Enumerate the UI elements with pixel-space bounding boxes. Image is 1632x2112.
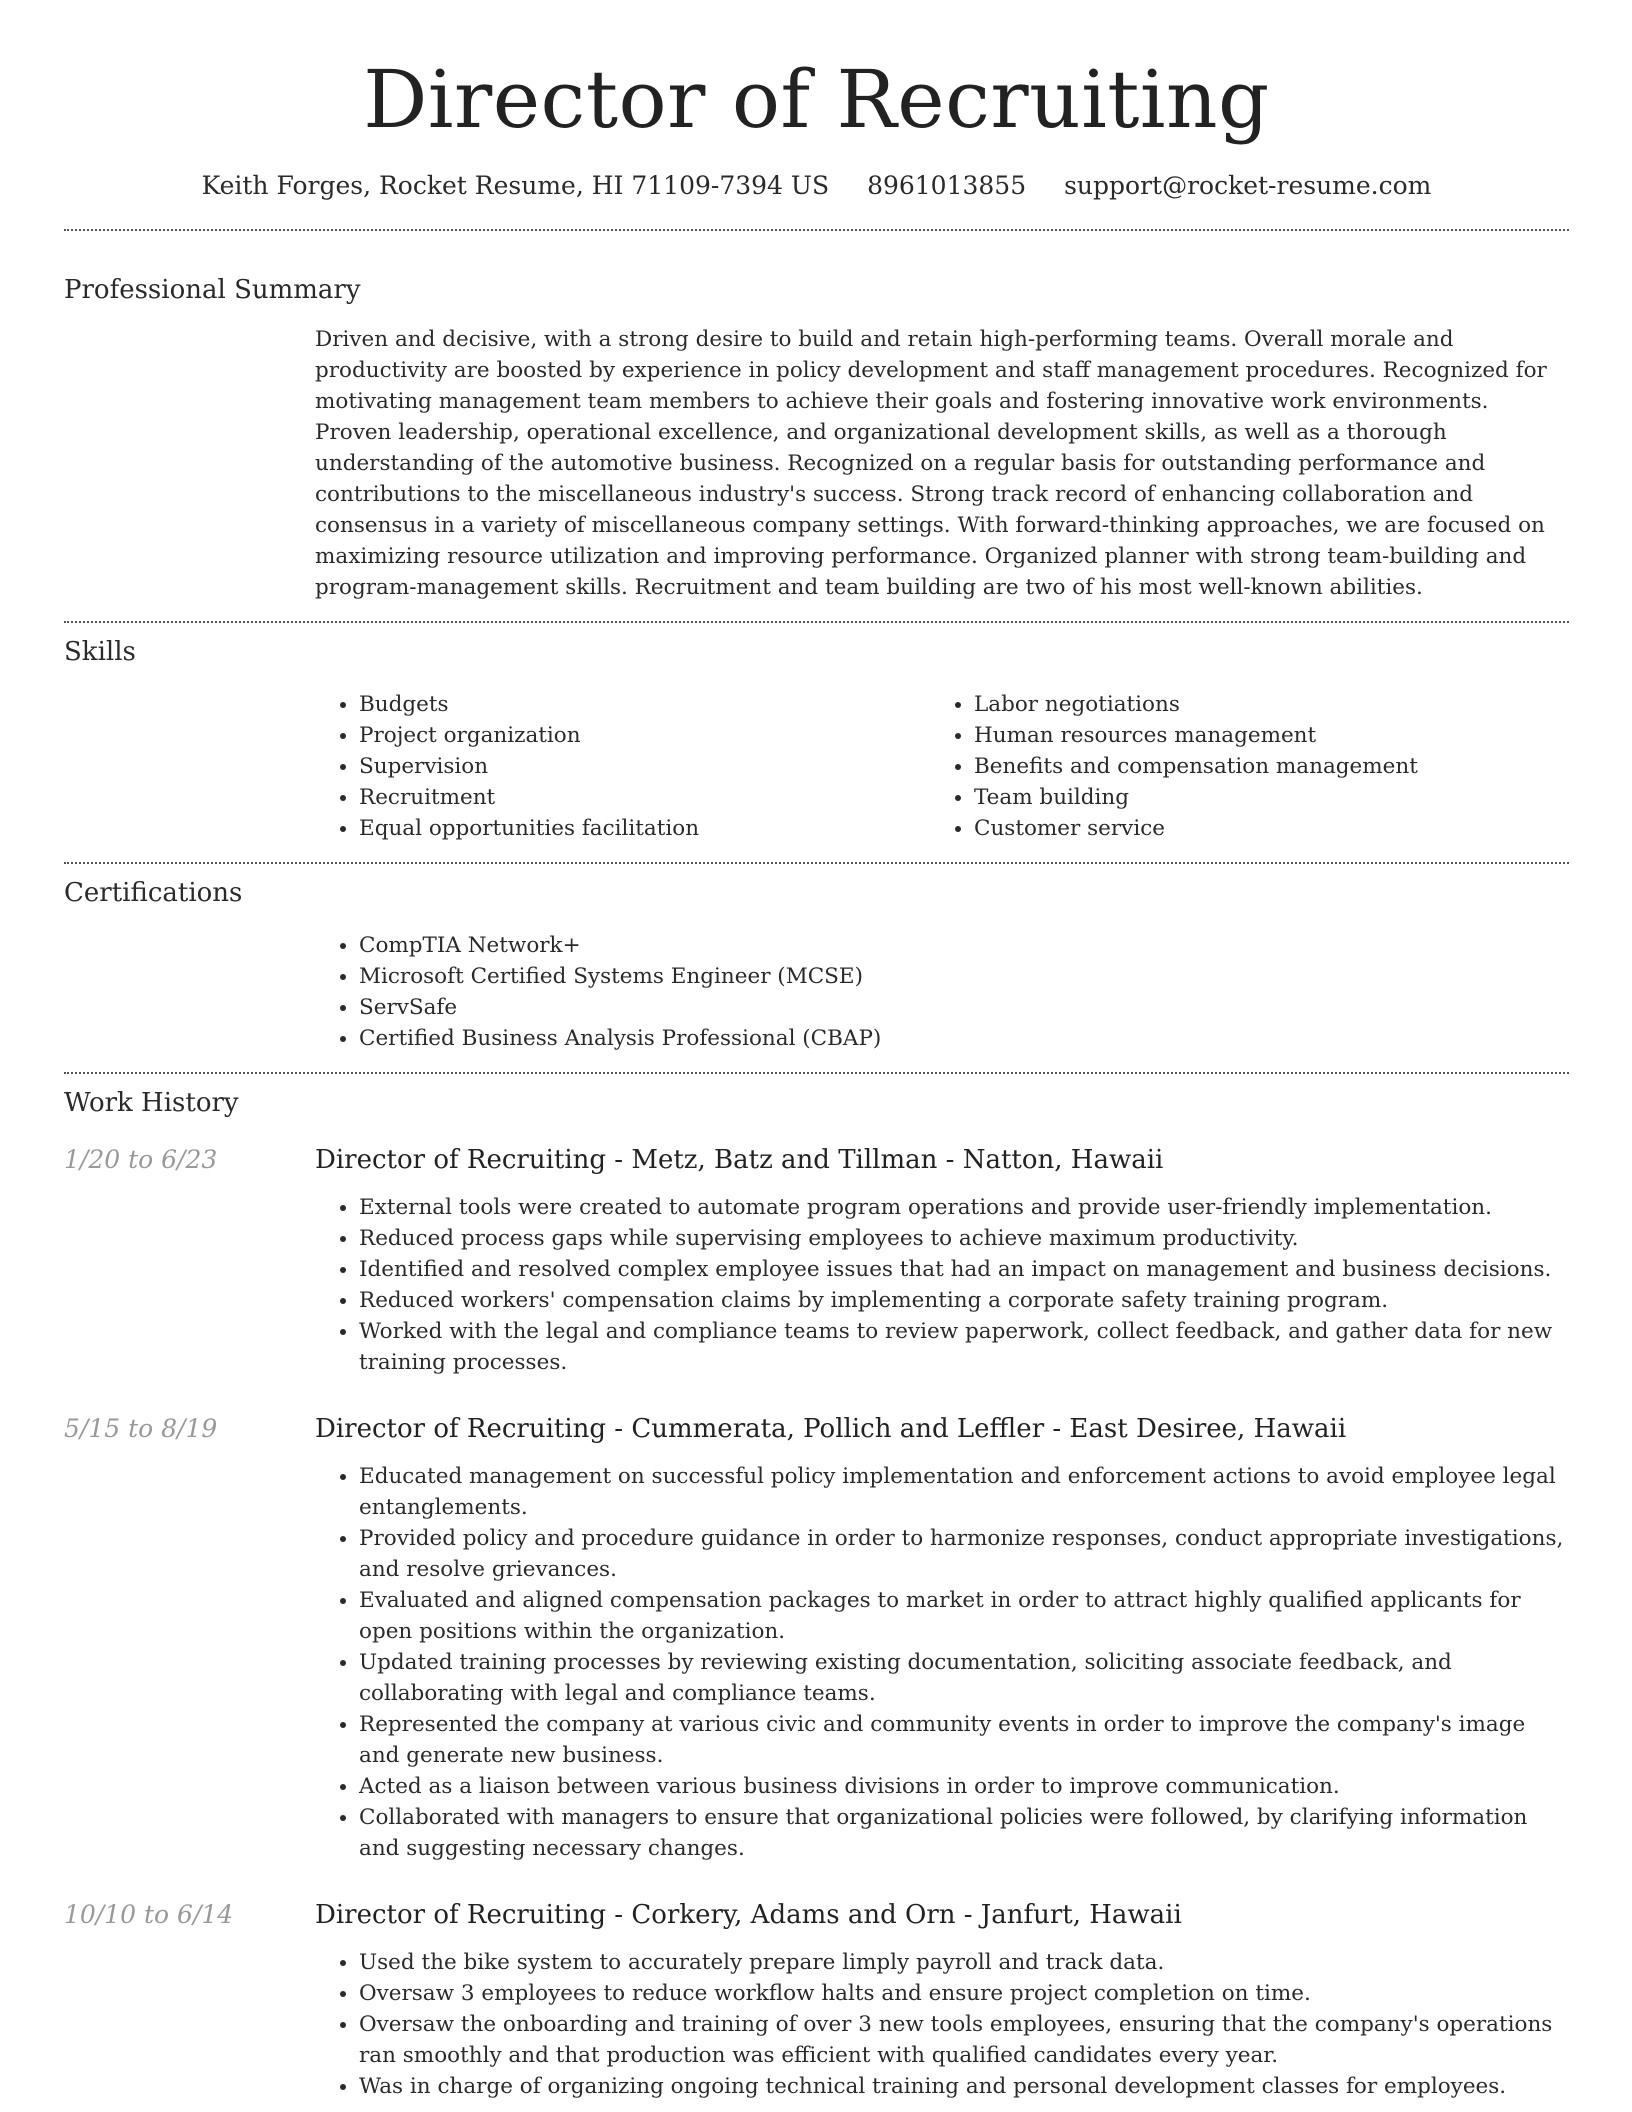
job-title: Director of Recruiting - Cummerata, Pollich and Leffler - East Desiree, Hawaii: [315, 1414, 1347, 1444]
skills-divider: [64, 862, 1569, 864]
summary-heading: Professional Summary: [64, 275, 361, 305]
job-bullet: • Evaluated and aligned compensation packages to market in order to attract highly qualified applicants for open positions within the organization.: [359, 1585, 1569, 1647]
job-dates: 10/10 to 6/14: [64, 1900, 234, 1929]
job-dates: 1/20 to 6/23: [64, 1145, 218, 1174]
job-entry: [64, 1412, 1569, 1864]
skill-item: • Team building: [974, 782, 1545, 813]
job-bullet: • Was in charge of organizing ongoing technical training and personal development classes for employees.: [359, 2071, 1569, 2102]
work-section: [64, 1086, 1569, 2102]
job-title: Director of Recruiting - Corkery, Adams and Orn - Janfurt, Hawaii: [315, 1900, 1182, 1930]
skills-section: [64, 635, 1569, 844]
skill-item: • Customer service: [974, 813, 1545, 844]
skill-item: • Project organization: [359, 720, 930, 751]
job-bullet: • Educated management on successful policy implementation and enforcement actions to avoid employee legal entanglements.: [359, 1461, 1569, 1523]
certification-item: • CompTIA Network+: [359, 930, 1569, 961]
job-dates: 5/15 to 8/19: [64, 1414, 218, 1443]
contact-phone: 8961013855: [867, 171, 1027, 200]
skill-item: • Recruitment: [359, 782, 930, 813]
work-heading: Work History: [64, 1088, 239, 1118]
job-bullet: • Acted as a liaison between various business divisions in order to improve communication.: [359, 1771, 1569, 1802]
summary-section: [64, 273, 1569, 603]
skill-item: • Supervision: [359, 751, 930, 782]
job-bullet: • Identified and resolved complex employee issues that had an impact on management and business decisions.: [359, 1254, 1569, 1285]
job-bullet: • Provided policy and procedure guidance in order to harmonize responses, conduct appropriate investigations, and resolve grievances.: [359, 1523, 1569, 1585]
certification-item: • Microsoft Certified Systems Engineer (MCSE): [359, 961, 1569, 992]
contact-line: [64, 168, 1569, 204]
job-bullet: • Oversaw 3 employees to reduce workflow halts and ensure project completion on time.: [359, 1978, 1569, 2009]
job-bullet: • Reduced workers' compensation claims by implementing a corporate safety training program.: [359, 1285, 1569, 1316]
job-bullets: [315, 1947, 1569, 2102]
skill-item: • Equal opportunities facilitation: [359, 813, 930, 844]
skills-list-right: [930, 689, 1545, 844]
skill-item: • Labor negotiations: [974, 689, 1545, 720]
job-bullets: [315, 1192, 1569, 1378]
certifications-list: [315, 930, 1569, 1054]
job-entry: [64, 1143, 1569, 1378]
skill-item: • Human resources management: [974, 720, 1545, 751]
skills-heading: Skills: [64, 637, 136, 667]
certification-item: • Certified Business Analysis Professional (CBAP): [359, 1023, 1569, 1054]
summary-text: Driven and decisive, with a strong desire to build and retain high-performing teams. Overall morale and productivity are boosted by experience in policy development and staff management procedures. Recognized for motivating management team members to achieve their goals and fostering innovative work environments. Proven leadership, operational excellence, and organizational development skills, as well as a thorough understanding of the automotive business. Recognized on a regular basis for outstanding performance and contributions to the miscellaneous industry's success. Strong track record of enhancing collaboration and consensus in a variety of miscellaneous company settings. With forward-thinking approaches, we are focused on maximizing resource utilization and improving performance. Organized planner with strong team-building and program-management skills. Recruitment and team building are two of his most well-known abilities.: [315, 327, 1547, 600]
skill-item: • Budgets: [359, 689, 930, 720]
certifications-section: [64, 876, 1569, 1054]
header-divider: [64, 229, 1569, 231]
skill-item: • Benefits and compensation management: [974, 751, 1545, 782]
job-bullet: • Used the bike system to accurately prepare limply payroll and track data.: [359, 1947, 1569, 1978]
job-entry: [64, 1898, 1569, 2102]
job-bullet: • Updated training processes by reviewing existing documentation, soliciting associate feedback, and collaborating with legal and compliance teams.: [359, 1647, 1569, 1709]
resume-page: [64, 0, 1569, 2102]
job-title: Director of Recruiting - Metz, Batz and Tillman - Natton, Hawaii: [315, 1145, 1164, 1175]
certifications-divider: [64, 1072, 1569, 1074]
job-bullets: [315, 1461, 1569, 1864]
job-bullet: • External tools were created to automate program operations and provide user-friendly implementation.: [359, 1192, 1569, 1223]
contact-address: Keith Forges, Rocket Resume, HI 71109-7394 US: [201, 171, 830, 200]
contact-email[interactable]: support@rocket-resume.com: [1064, 171, 1432, 200]
certification-item: • ServSafe: [359, 992, 1569, 1023]
job-bullet: • Oversaw the onboarding and training of over 3 new tools employees, ensuring that the company's operations ran smoothly and that production was efficient with qualified candidates every year.: [359, 2009, 1569, 2071]
skills-grid: [315, 689, 1569, 844]
certifications-heading: Certifications: [64, 878, 243, 908]
job-bullet: • Worked with the legal and compliance teams to review paperwork, collect feedback, and gather data for new training processes.: [359, 1316, 1569, 1378]
summary-divider: [64, 621, 1569, 623]
job-bullet: • Represented the company at various civic and community events in order to improve the company's image and generate new business.: [359, 1709, 1569, 1771]
job-bullet: • Collaborated with managers to ensure that organizational policies were followed, by clarifying information and suggesting necessary changes.: [359, 1802, 1569, 1864]
resume-title: Director of Recruiting: [363, 53, 1270, 146]
skills-list-left: [315, 689, 930, 844]
job-bullet: • Reduced process gaps while supervising employees to achieve maximum productivity.: [359, 1223, 1569, 1254]
